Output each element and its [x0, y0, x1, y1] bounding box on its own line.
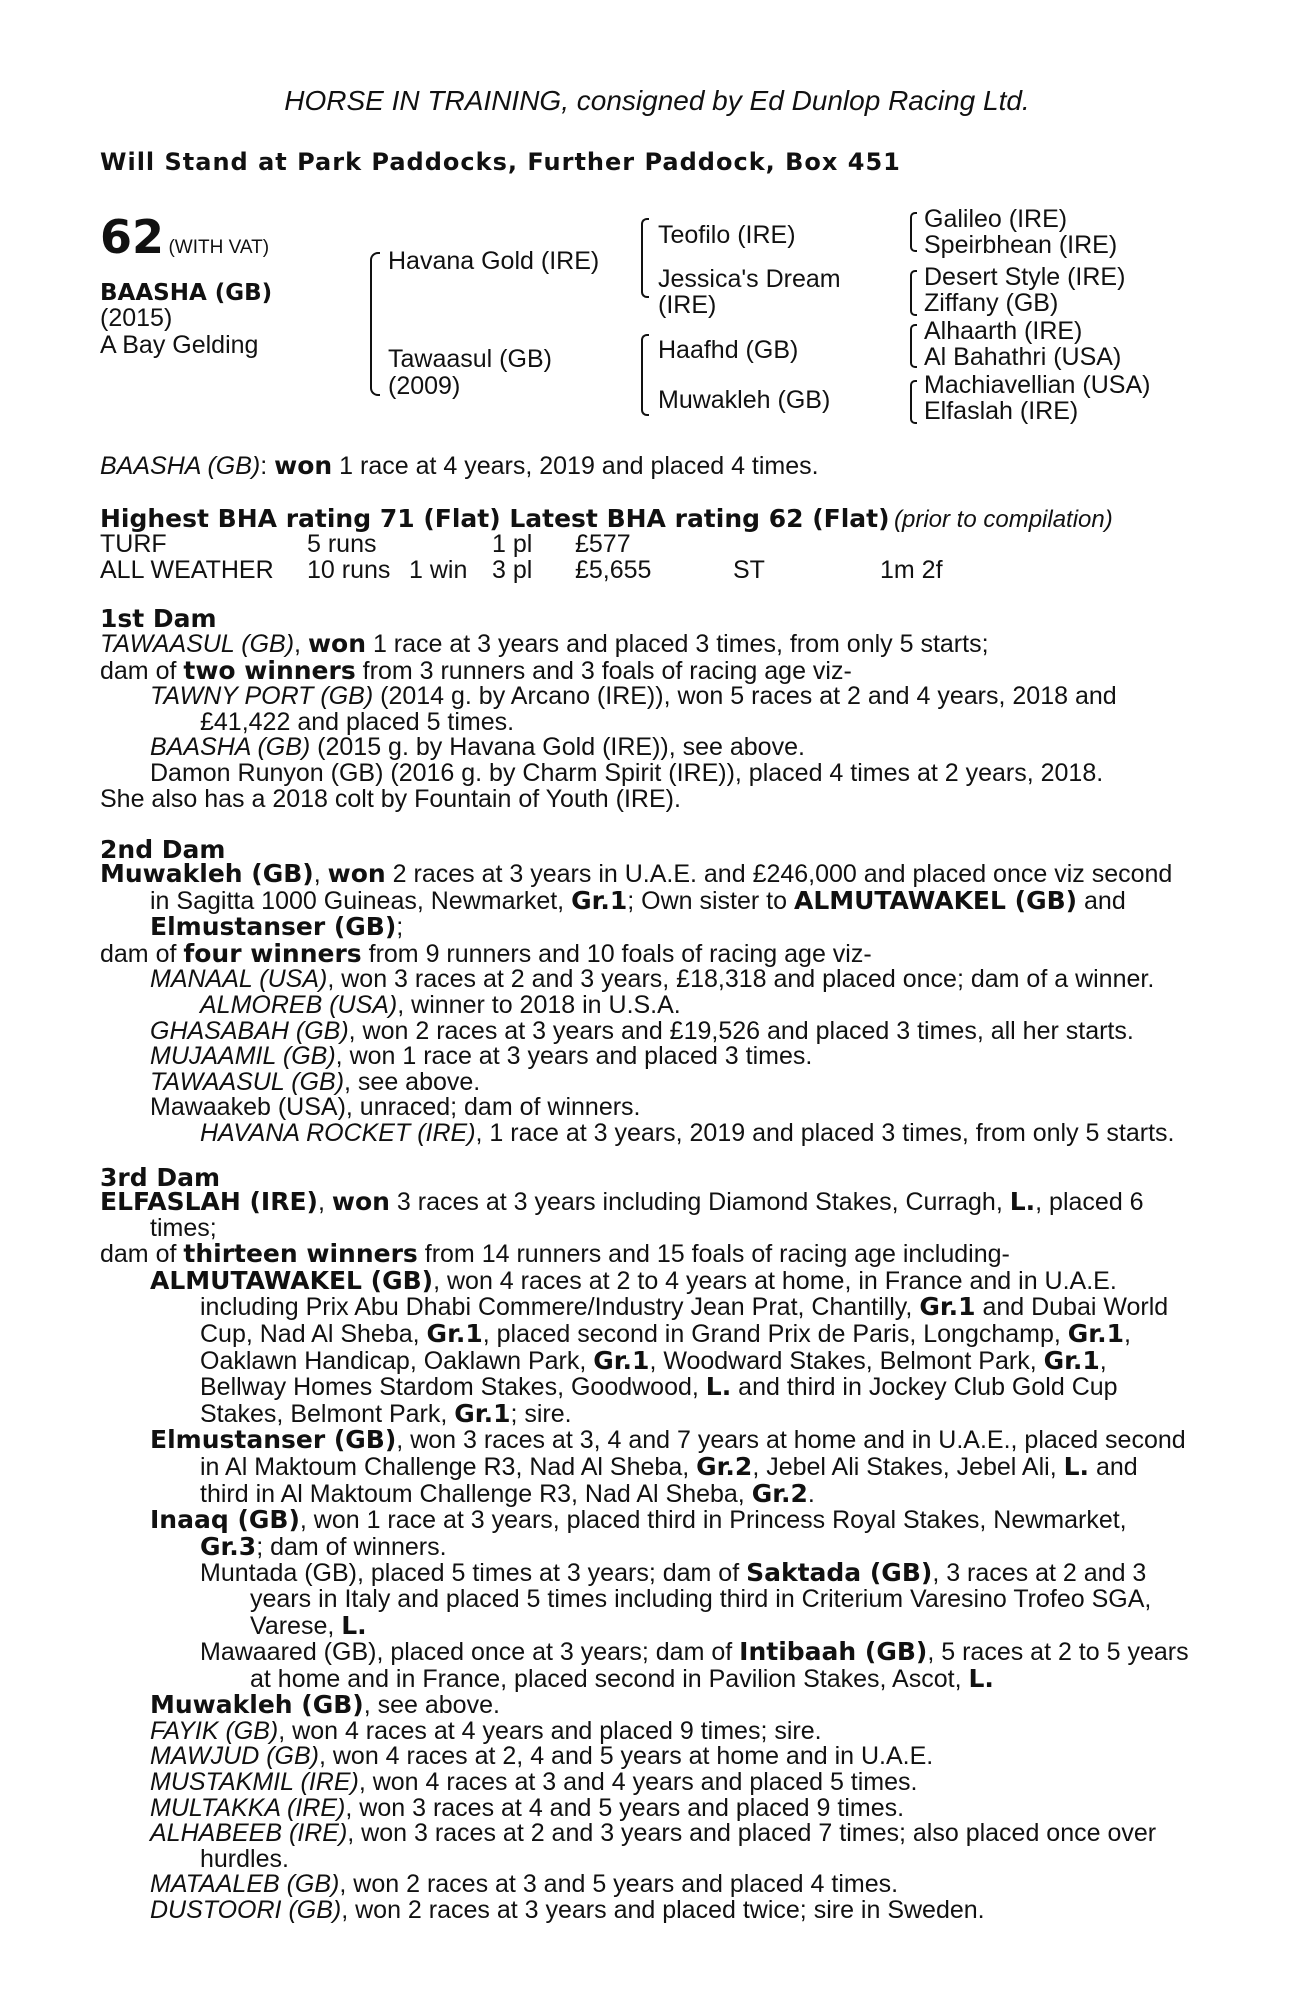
pedigree-sire-dam: Jessica's Dream — [658, 265, 841, 293]
race-summary: BAASHA (GB): won 1 race at 4 years, 2019 and placed 4 times. — [100, 451, 819, 480]
horse-year: (2015) — [100, 304, 173, 332]
vat-note: (WITH VAT) — [168, 237, 270, 258]
aw-wins: 1 win — [409, 556, 468, 584]
dam1-name: TAWAASUL (GB) — [100, 630, 295, 658]
third-dam-heading: 3rd Dam — [100, 1163, 220, 1192]
pedigree-dam-dam: Muwakleh (GB) — [658, 386, 831, 414]
pedigree-sire-sire: Teofilo (IRE) — [658, 221, 796, 249]
pedigree-dam-sire: Haafhd (GB) — [658, 336, 799, 364]
second-dam-heading: 2nd Dam — [100, 835, 226, 864]
pedigree-brace-g12 — [910, 212, 917, 252]
pedigree-brace-g34 — [910, 270, 917, 316]
summary-text: 1 race at 4 years, 2019 and placed 4 times. — [332, 452, 819, 480]
pedigree-g4: Ziffany (GB) — [924, 289, 1059, 317]
turf-label: TURF — [100, 530, 167, 558]
aw-earnings: £5,655 — [575, 556, 652, 584]
summary-won: won — [274, 451, 333, 480]
dam2-name: Muwakleh (GB) — [100, 859, 314, 888]
horse-description: A Bay Gelding — [100, 331, 259, 359]
pedigree-g3: Desert Style (IRE) — [924, 263, 1126, 291]
pedigree-g6: Al Bahathri (USA) — [924, 343, 1122, 371]
inaaq: Inaaq (GB) — [150, 1505, 300, 1535]
pedigree-g7: Machiavellian (USA) — [924, 371, 1151, 399]
turf-placed: 1 pl — [492, 530, 533, 558]
elmustanser: Elmustanser (GB) — [150, 1425, 397, 1455]
pedigree-g5: Alhaarth (IRE) — [924, 317, 1083, 345]
aw-distance: 1m 2f — [880, 556, 943, 584]
pedigree-brace-g78 — [910, 380, 917, 424]
horse-name: BAASHA (GB) — [100, 280, 273, 306]
aw-runs: 10 runs — [307, 556, 391, 584]
lot-number: 62 — [100, 210, 165, 264]
third-dam-section: ELFASLAH (IRE), won 3 races at 3 years including Diamond Stakes, Curragh, L., placed 6 times; dam of thirteen winners from 14 runners and 15 foals of racing age including- ALMUTAWAKEL (GB), won 4 races at 2 to 4 years at home, in France and in U.A.E. including Prix Abu Dhabi Commere/Industry Jean Prat, Chantilly, Gr.1 and Dubai World Cup, Nad Al Sheba, Gr.1, placed second in Grand Prix de Paris, Longchamp, Gr.1, Oaklawn Handicap, Oaklawn Park, Gr.1, Woodward Stakes, Belmont Park, Gr.1, Bellway Homes Stardom Stakes, Goodwood, L. and third in Jockey Club Gold Cup Stakes, Belmont Park, Gr.1; sire. Elmustanser (GB), won 3 races at 3, 4 and 7 years at home and in U.A.E., placed second in Al Maktoum Challenge R3, Nad Al Sheba, Gr.2, Jebel Ali Stakes, Jebel Ali, L. and third in Al Maktoum Challenge R3, Nad Al Sheba, Gr.2. Inaaq (GB), won 1 race at 3 years, placed third in Princess Royal Stakes, Newmarket, Gr.3; dam of winners. Muntada (GB), placed 5 times at 3 years; dam of Saktada (GB), 3 races at 2 and 3 years in Italy and placed 5 times including third in Criterium Varesino Trofeo SGA, Varese, L. Mawaared (GB), placed once at 3 years; dam of Intibaah (GB), 5 races at 2 to 5 years at home and in France, placed second in Pavilion Stakes, Ascot, L. Muwakleh (GB), see above. FAYIK (GB), won 4 races at 4 years and placed 9 times; sire. MAWJUD (GB), won 4 races at 2, 4 and 5 years at home and in U.A.E. MUSTAKMIL (IRE), won 4 races at 3 and 4 years and placed 5 times. MULTAKKA (IRE), won 3 races at 4 and 5 years and placed 9 times. ALHABEEB (IRE), won 3 races at 2 and 3 years and placed 7 times; also placed once over hurdles. MATAALEB (GB), won 2 races at 3 and 5 years and placed 4 times. DUSTOORI (GB), won 2 races at 3 years and placed twice; sire in Sweden. — [100, 1187, 1189, 1925]
pedigree-g2: Speirbhean (IRE) — [924, 231, 1118, 259]
pedigree-g8: Elfaslah (IRE) — [924, 397, 1079, 425]
summary-horse-name: BAASHA (GB) — [100, 452, 261, 480]
pedigree-brace-sire — [641, 218, 649, 298]
catalogue-title: HORSE IN TRAINING, consigned by Ed Dunlop Racing Ltd. — [284, 85, 1030, 116]
pedigree-brace-dam — [641, 334, 649, 416]
dam3-name: ELFASLAH (IRE) — [100, 1187, 318, 1216]
pedigree-sire-dam-country: (IRE) — [658, 291, 717, 319]
stand-location: Will Stand at Park Paddocks, Further Paddock, Box 451 — [100, 148, 901, 176]
aw-label: ALL WEATHER — [100, 556, 274, 584]
ratings-note: (prior to compilation) — [894, 506, 1113, 533]
first-dam-section: TAWAASUL (GB), won 1 race at 3 years and placed 3 times, from only 5 starts; dam of two winners from 3 runners and 3 foals of racing age viz- TAWNY PORT (GB) (2014 g. by Arcano (IRE)), won 5 races at 2 and 4 years, 2018 and £41,422 and placed 5 times. BAASHA (GB) (2015 g. by Havana Gold (IRE)), see above. Damon Runyon (GB) (2016 g. by Charm Spirit (IRE)), placed 4 times at 2 years, 2018. She also has a 2018 colt by Fountain of Youth (IRE). — [100, 629, 1117, 813]
turf-earnings: £577 — [575, 530, 631, 558]
almutawakel: ALMUTAWAKEL (GB) — [150, 1265, 434, 1295]
aw-placed: 3 pl — [492, 556, 533, 584]
first-dam-heading: 1st Dam — [100, 604, 217, 633]
ratings-headline: Highest BHA rating 71 (Flat) Latest BHA rating 62 (Flat) — [100, 504, 890, 533]
second-dam-section: Muwakleh (GB), won 2 races at 3 years in U.A.E. and £246,000 and placed once viz second in Sagitta 1000 Guineas, Newmarket, Gr.1; Own sister to ALMUTAWAKEL (GB) and Elmustanser (GB); dam of four winners from 9 runners and 10 foals of racing age viz- MANAAL (USA), won 3 races at 2 and 3 years, £18,318 and placed once; dam of a winner. ALMOREB (USA), winner to 2018 in U.S.A. GHASABAH (GB), won 2 races at 3 years and £19,526 and placed 3 times, all her starts. MUJAAMIL (GB), won 1 race at 3 years and placed 3 times. TAWAASUL (GB), see above. Mawaakeb (USA), unraced; dam of winners. HAVANA ROCKET (IRE), 1 race at 3 years, 2019 and placed 3 times, from only 5 starts. — [100, 859, 1175, 1147]
aw-surface: ST — [733, 556, 765, 584]
pedigree-dam: Tawaasul (GB) — [388, 345, 552, 373]
pedigree-brace-g56 — [910, 324, 917, 368]
lot-number-block — [100, 212, 269, 262]
pedigree-g1: Galileo (IRE) — [924, 205, 1068, 233]
pedigree-brace-main — [370, 252, 380, 396]
pedigree-dam-year: (2009) — [388, 372, 461, 400]
pedigree-sire: Havana Gold (IRE) — [388, 247, 600, 275]
tawny-port: TAWNY PORT (GB) — [150, 682, 374, 711]
turf-runs: 5 runs — [307, 530, 377, 558]
